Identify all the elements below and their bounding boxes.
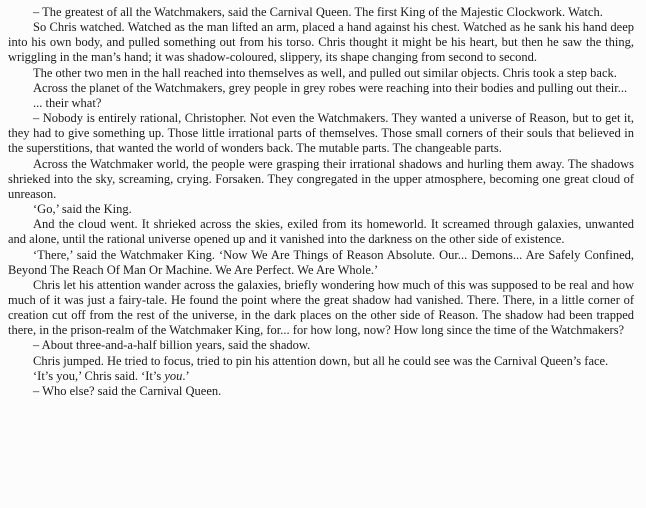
paragraph: So Chris watched. Watched as the man lifted an arm, placed a hand against his chest. Watched as he sank his hand deep into his own body, and pulled something out from his torso. Chris thought it might be his heart, but then he saw the thing, wriggling in the man’s hand; it was shadow-coloured, slippery, its shape changing from second to second. xyxy=(8,20,634,65)
paragraph: Chris let his attention wander across the galaxies, briefly wondering how much of this was supposed to be real and how much of it was just a fairy-tale. He found the point where the great shadow had vanished. There. There, in a little corner of creation cut off from the rest of the universe, in the dark places on the other side of Reason. The shadow had been trapped there, in the prison-realm of the Watchmaker King, for... for how long, now? How long since the time of the Watchmakers? xyxy=(8,277,634,338)
paragraph: And the cloud went. It shrieked across the skies, exiled from its homeworld. It screamed through galaxies, unwanted and alone, until the rational universe opened up and it vanished into the darkness on the other side of existence. xyxy=(8,217,634,247)
paragraph xyxy=(8,369,634,384)
paragraph: ‘There,’ said the Watchmaker King. ‘Now We Are Things of Reason Absolute. Our... Demons... Are Safely Confined, Beyond The Reach Of Man Or Machine. We Are Perfect. We Are Whole.’ xyxy=(8,247,634,277)
paragraph: – Nobody is entirely rational, Christopher. Not even the Watchmakers. They wanted a universe of Reason, but to get it, they had to give something up. Those little irrational parts of themselves. Those small corners of their souls that believed in the superstitions, that wanted the world of wonders back. The mutable parts. The changeable parts. xyxy=(8,111,634,156)
paragraph: ‘Go,’ said the King. xyxy=(33,202,132,217)
paragraph: Across the planet of the Watchmakers, grey people in grey robes were reaching into their bodies and pulling out their... xyxy=(33,80,628,95)
paragraph: – About three-and-a-half billion years, said the shadow. xyxy=(33,338,311,353)
paragraph: The other two men in the hall reached into themselves as well, and pulled out similar objects. Chris took a step back. xyxy=(33,65,617,80)
emphasized-word: you xyxy=(164,368,183,383)
paragraph-text: .’ xyxy=(182,368,190,383)
paragraph: Chris jumped. He tried to focus, tried to pin his attention down, but all he could see was the Carnival Queen’s face. xyxy=(33,353,609,368)
paragraph-text: ‘It’s you,’ Chris said. ‘It’s xyxy=(33,368,165,383)
paragraph: ... their what? xyxy=(33,95,102,110)
paragraph: – The greatest of all the Watchmakers, said the Carnival Queen. The first King of the Majestic Clockwork. Watch. xyxy=(33,5,603,19)
paragraph: Across the Watchmaker world, the people were grasping their irrational shadows and hurling them away. The shadows shrieked into the sky, screaming, crying. Forsaken. They congregated in the upper atmosphere, becoming one great cloud of unreason. xyxy=(8,156,634,201)
paragraph: – Who else? said the Carnival Queen. xyxy=(33,383,222,398)
